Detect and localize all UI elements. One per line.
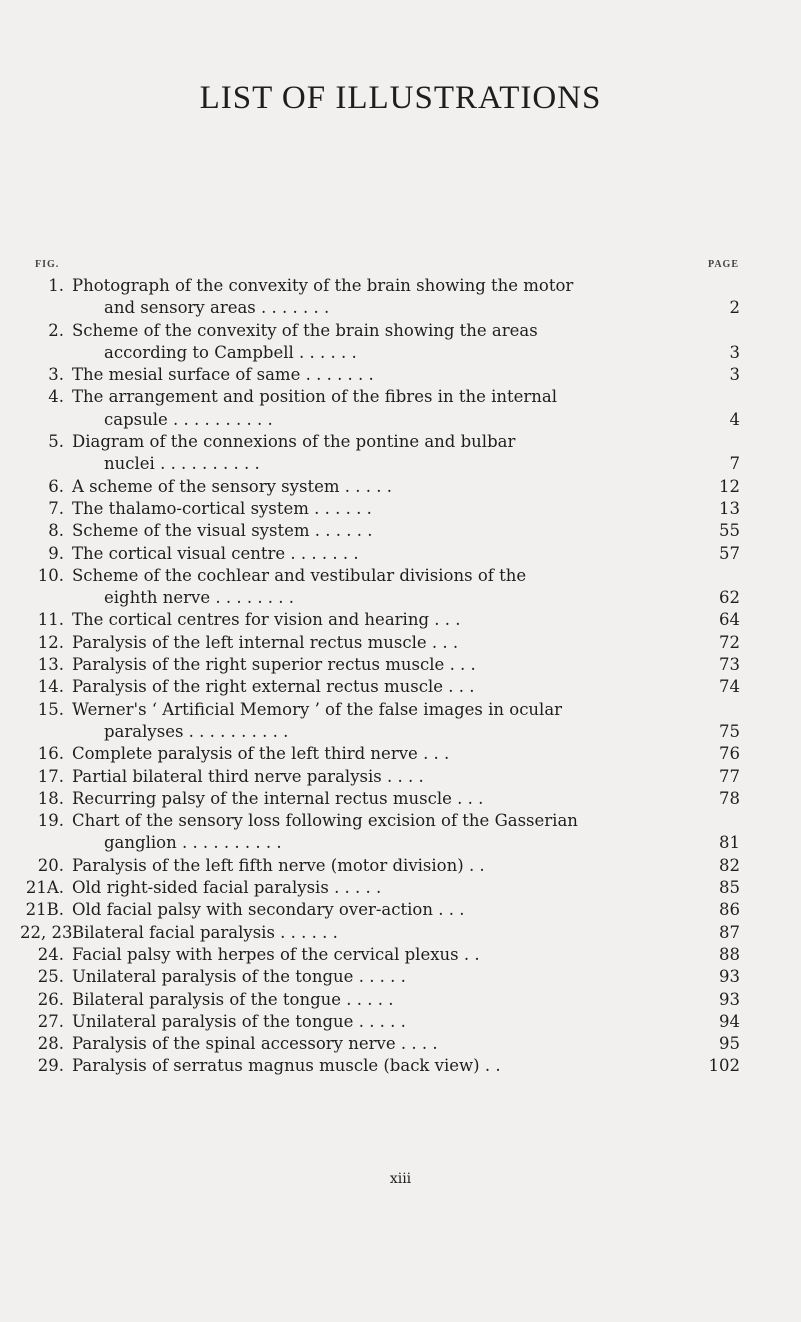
entry-line [20, 1055, 740, 1077]
entry-line [20, 565, 740, 587]
caption-segment: Old right-sided facial paralysis [72, 878, 329, 898]
illustration-entry [20, 386, 740, 431]
dot-leader: . . . . . [358, 967, 406, 987]
caption-segment: eighth nerve [104, 588, 211, 608]
caption-text [72, 676, 474, 698]
illustration-entry [20, 320, 740, 365]
figure-number: 24. [37, 944, 64, 964]
page-number-ref: 82 [719, 855, 740, 875]
entry-line [20, 587, 740, 609]
page-number-ref: 12 [719, 476, 740, 496]
caption-segment: Scheme of the convexity of the brain showing the areas [72, 320, 538, 340]
entry-line [20, 453, 740, 475]
illustration-entry [20, 1033, 740, 1055]
dot-leader: . . . [434, 610, 461, 630]
dot-leader: . . . [423, 744, 450, 764]
dot-leader: . . . . . . . [305, 365, 374, 385]
illustration-entry [20, 966, 740, 988]
caption-text [104, 453, 260, 475]
figure-number: 27. [37, 1011, 64, 1031]
caption-text [72, 944, 480, 966]
entry-line [20, 721, 740, 743]
figure-number: 11. [37, 610, 64, 630]
entry-line [20, 944, 740, 966]
entry-line [20, 899, 740, 921]
caption-segment: A scheme of the sensory system [72, 476, 340, 496]
illustration-entry [20, 922, 740, 944]
illustration-entry [20, 609, 740, 631]
page-column-header: PAGE [707, 259, 739, 270]
caption-segment: The thalamo-cortical system [72, 498, 309, 518]
figure-number: 6. [48, 476, 64, 496]
dot-leader: . . . . . . . . . [199, 721, 289, 741]
page-number-ref: 85 [719, 878, 740, 898]
page-number-ref: 76 [719, 744, 740, 764]
page-number-ref: 55 [719, 521, 740, 541]
illustration-entry [20, 275, 740, 320]
dot-leader: . . [468, 855, 485, 875]
caption-segment: and sensory areas [104, 298, 256, 318]
dot-leader: . . . [438, 900, 465, 920]
caption-text [104, 721, 288, 743]
caption-segment: Recurring palsy of the internal rectus muscle . [72, 788, 463, 808]
entry-line [20, 431, 740, 453]
entry-line [20, 364, 740, 386]
entry-line [20, 743, 740, 765]
dot-leader: . . . . . . [314, 498, 372, 518]
entry-line [20, 788, 740, 810]
caption-text [104, 587, 294, 609]
dot-leader: . . . [431, 632, 459, 652]
page-title: LIST OF ILLUSTRATIONS [199, 80, 602, 116]
entry-line [20, 922, 740, 944]
entry-line [20, 320, 740, 342]
page-number-ref: 4 [729, 409, 740, 429]
caption-text [72, 788, 483, 810]
illustration-entry [20, 632, 740, 654]
illustration-entry [20, 543, 740, 565]
page-number-ref: 64 [719, 610, 740, 630]
caption-text [72, 989, 394, 1011]
page-number-ref: 73 [719, 655, 740, 675]
caption-segment: Old facial palsy with secondary over-action [72, 900, 433, 920]
figure-number: 10. [37, 565, 64, 585]
entry-line [20, 409, 740, 431]
entry-line [20, 297, 740, 319]
caption-segment: The mesial surface of same [72, 365, 301, 385]
figure-number: 4. [48, 387, 64, 407]
entry-line [20, 609, 740, 631]
dot-leader: . . . . . [358, 1011, 406, 1031]
caption-text [104, 297, 329, 319]
illustration-entry [20, 855, 740, 877]
entry-line [20, 1033, 740, 1055]
entry-line [20, 386, 740, 408]
caption-segment: Unilateral paralysis of the tongue [72, 967, 354, 987]
dot-leader: . . . . . . [299, 342, 357, 362]
figure-number: 2. [48, 320, 64, 340]
page-number-ref: 13 [719, 498, 740, 518]
caption-text [72, 565, 526, 587]
caption-segment: The arrangement and position of the fibres in the internal [72, 387, 558, 407]
dot-leader: . . . . . . . . . . [173, 409, 273, 429]
illustration-entry [20, 743, 740, 765]
illustration-entry [20, 654, 740, 676]
figure-number: 25. [37, 967, 64, 987]
entry-line [20, 676, 740, 698]
figure-number: 1. [48, 276, 64, 295]
caption-segment: Paralysis of serratus magnus muscle (back view) [72, 1056, 480, 1076]
illustration-entry [20, 989, 740, 1011]
page-number-ref: 93 [719, 967, 740, 987]
dot-leader: . . [467, 788, 484, 808]
dot-leader: . . . . . . [280, 922, 338, 942]
caption-text [72, 743, 449, 765]
figure-number: 20. [37, 855, 64, 875]
caption-text [72, 609, 461, 631]
caption-text [72, 899, 464, 921]
caption-text [72, 520, 372, 542]
page-number-ref: 88 [719, 944, 740, 964]
illustration-entry [20, 431, 740, 476]
illustration-entry [20, 565, 740, 610]
caption-text [72, 275, 573, 297]
page-number-ref: 102 [708, 1056, 740, 1076]
caption-segment: Complete paralysis of the left third nerve [72, 744, 418, 764]
caption-segment: Bilateral facial paralysis [72, 922, 275, 942]
illustration-entry [20, 699, 740, 744]
figure-number: 17. [37, 766, 64, 786]
caption-segment: Partial bilateral third nerve paralysis [72, 766, 382, 786]
dot-leader: . . . . . . . . [215, 588, 295, 608]
illustration-entry [20, 899, 740, 921]
caption-text [72, 766, 424, 788]
caption-segment: ganglion [104, 833, 177, 853]
figure-number: 29. [37, 1056, 64, 1076]
entry-line [20, 543, 740, 565]
page-number-ref: 95 [719, 1034, 740, 1054]
page-number-ref: 78 [719, 788, 740, 808]
dot-leader: . . . . [400, 1034, 438, 1054]
illustration-entry [20, 877, 740, 899]
caption-segment: Unilateral paralysis of the tongue [72, 1011, 354, 1031]
caption-text [72, 632, 458, 654]
page-number-ref: 72 [719, 632, 740, 652]
illustration-list [20, 275, 740, 1078]
entry-line [20, 989, 740, 1011]
illustration-entry [20, 810, 740, 855]
entry-line [20, 877, 740, 899]
caption-text [72, 543, 359, 565]
entry-line [20, 966, 740, 988]
figure-number: 5. [48, 432, 64, 452]
caption-text [72, 431, 515, 453]
entry-line [20, 1011, 740, 1033]
dot-leader: . . . . . . [314, 521, 373, 541]
caption-text [72, 1055, 501, 1077]
caption-segment: paralyses . [104, 721, 194, 741]
dot-leader: . . . . [386, 766, 424, 786]
page-number-ref: 3 [729, 342, 740, 362]
caption-text [72, 654, 476, 676]
caption-text [72, 922, 338, 944]
illustration-entry [20, 498, 740, 520]
dot-leader: . . . . . [346, 989, 394, 1009]
figure-number: 15. [37, 699, 64, 719]
page-number-ref: 75 [719, 721, 740, 741]
figure-number: 21B. [25, 900, 64, 920]
page-number-ref: 57 [719, 543, 740, 563]
figure-number: 16. [37, 744, 64, 764]
figure-number: 18. [37, 788, 64, 808]
figure-number: 12. [37, 632, 64, 652]
dot-leader: . . . . . [334, 878, 382, 898]
figure-number: 22, 23. [20, 922, 78, 942]
figure-number: 21A. [25, 878, 64, 898]
caption-text [72, 855, 485, 877]
page-number-ref: 86 [719, 900, 740, 920]
entry-line [20, 476, 740, 498]
dot-leader: . . . . . . . . . . [160, 454, 260, 474]
caption-segment: Chart of the sensory loss following excision of the Gasserian [72, 811, 578, 831]
figure-number: 3. [48, 365, 64, 385]
dot-leader: . . . [448, 677, 475, 697]
caption-text [72, 1011, 406, 1033]
figure-number: 7. [48, 498, 64, 518]
caption-segment: Scheme of the visual system [72, 521, 310, 541]
caption-segment: Paralysis of the left fifth nerve (motor division) [72, 855, 464, 875]
figure-number: 8. [48, 521, 64, 541]
caption-text [72, 364, 374, 386]
figure-number: 13. [37, 655, 64, 675]
caption-segment: Paralysis of the right external rectus muscle [72, 677, 443, 697]
entry-line [20, 654, 740, 676]
caption-text [72, 498, 372, 520]
dot-leader: . . . . . . [300, 543, 359, 563]
caption-segment: Facial palsy with herpes of the cervical plexus [72, 944, 459, 964]
illustration-entry [20, 788, 740, 810]
caption-segment: Diagram of the connexions of the pontine and bulbar [72, 432, 516, 452]
illustration-entry [20, 364, 740, 386]
dot-leader: . . [484, 1056, 501, 1076]
page-number-ref: 2 [729, 298, 740, 318]
figure-number: 19. [37, 811, 64, 831]
dot-leader: . . . [449, 655, 476, 675]
caption-segment: nuclei [104, 454, 155, 474]
caption-segment: capsule [104, 409, 168, 429]
caption-text [72, 810, 578, 832]
entry-line [20, 832, 740, 854]
caption-segment: Scheme of the cochlear and vestibular divisions of the [72, 565, 527, 585]
page-number-ref: 94 [719, 1011, 740, 1031]
page-number-ref: 74 [719, 677, 740, 697]
caption-text [104, 832, 282, 854]
illustration-entry [20, 944, 740, 966]
caption-segment: Paralysis of the right superior rectus muscle [72, 655, 445, 675]
caption-text [72, 699, 562, 721]
entry-line [20, 498, 740, 520]
caption-text [72, 386, 557, 408]
caption-segment: Werner's ‘ Artificial Memory ’ of the false images in ocular [72, 699, 563, 719]
figure-number: 14. [37, 677, 64, 697]
dot-leader: . . [463, 944, 480, 964]
illustration-entry [20, 1055, 740, 1077]
figure-number: 9. [48, 543, 64, 563]
dot-leader: . . . . . [344, 476, 392, 496]
illustration-entry [20, 476, 740, 498]
caption-segment: The cortical visual centre . [72, 543, 296, 563]
page-number-ref: 77 [719, 766, 740, 786]
caption-segment: The cortical centres for vision and hearing [72, 610, 430, 630]
entry-line [20, 632, 740, 654]
page-number: xiii [389, 1171, 412, 1187]
caption-text [72, 320, 538, 342]
entry-line [20, 766, 740, 788]
figure-number: 28. [37, 1034, 64, 1054]
caption-text [72, 476, 392, 498]
entry-line [20, 810, 740, 832]
figure-number: 26. [37, 989, 64, 1009]
caption-segment: Bilateral paralysis of the tongue [72, 989, 342, 1009]
page-number-ref: 81 [719, 833, 740, 853]
page-number-ref: 87 [719, 922, 740, 942]
page-number-ref: 62 [719, 588, 740, 608]
entry-line [20, 855, 740, 877]
page-number-ref: 93 [719, 989, 740, 1009]
entry-line [20, 275, 740, 297]
entry-line [20, 699, 740, 721]
illustration-entry [20, 520, 740, 542]
entry-line [20, 342, 740, 364]
caption-text [72, 1033, 438, 1055]
fig-column-header: FIG. [35, 259, 60, 270]
illustration-entry [20, 676, 740, 698]
caption-segment: Paralysis of the spinal accessory nerve [72, 1034, 396, 1054]
entry-line [20, 520, 740, 542]
caption-text [72, 877, 381, 899]
caption-segment: Paralysis of the left internal rectus muscle [72, 632, 427, 652]
dot-leader: . . . . . . . [261, 298, 330, 318]
dot-leader: . . . . . . . . . . [181, 833, 282, 853]
illustration-entry [20, 766, 740, 788]
illustration-entry [20, 1011, 740, 1033]
caption-segment: according to Campbell [104, 342, 294, 362]
page-number-ref: 7 [729, 454, 740, 474]
caption-segment: Photograph of the convexity of the brain showing the motor [72, 276, 574, 295]
caption-text [104, 342, 357, 364]
caption-text [104, 409, 273, 431]
page-number-ref: 3 [729, 365, 740, 385]
caption-text [72, 966, 406, 988]
